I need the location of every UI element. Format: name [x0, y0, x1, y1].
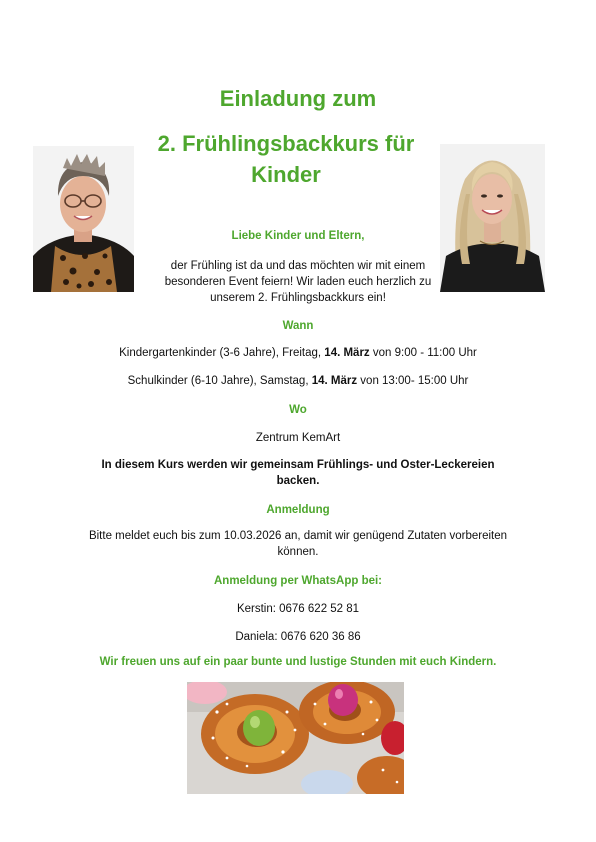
school-schedule-post: von 13:00- 15:00 Uhr	[357, 375, 469, 387]
school-schedule	[60, 373, 536, 389]
kindergarten-schedule-date: 14. März	[324, 347, 370, 359]
kindergarten-schedule-post: von 9:00 - 11:00 Uhr	[369, 347, 477, 359]
greeting: Liebe Kinder und Eltern,	[231, 230, 365, 242]
kindergarten-schedule-pre: Kindergartenkinder (3-6 Jahre), Freitag,	[119, 347, 325, 359]
school-schedule-pre: Schulkinder (6-10 Jahre), Samstag,	[127, 375, 312, 387]
registration-heading: Anmeldung	[266, 504, 330, 516]
whatsapp-heading: Anmeldung per WhatsApp bei:	[213, 575, 383, 587]
photo-right-woman	[440, 144, 545, 292]
contact-daniela: Daniela: 0676 620 36 86	[235, 631, 361, 643]
intro-paragraph: der Frühling ist da und das möchten wir mit einem besonderen Event feiern! Wir laden euch herzlich zu unserem 2. Frühlingsbackkurs ein!	[164, 260, 432, 304]
location: Zentrum KemArt	[255, 432, 341, 444]
title-line-1: Einladung zum	[219, 86, 377, 111]
title-line-2: 2. Frühlingsbackkurs für Kinder	[157, 131, 415, 187]
kindergarten-schedule	[60, 345, 536, 361]
course-description: In diesem Kurs werden wir gemeinsam Frühlings- und Oster-Leckereien backen.	[101, 459, 495, 487]
school-schedule-date: 14. März	[311, 375, 358, 387]
when-heading: Wann	[282, 320, 314, 332]
where-heading: Wo	[289, 404, 307, 416]
contact-kerstin: Kerstin: 0676 622 52 81	[236, 603, 360, 615]
closing-line: Wir freuen uns auf ein paar bunte und lustige Stunden mit euch Kindern.	[99, 656, 497, 668]
photo-left-woman	[33, 146, 134, 292]
easter-bread-photo	[187, 682, 404, 794]
registration-text: Bitte meldet euch bis zum 10.03.2026 an, damit wir genügend Zutaten vorbereiten können.	[88, 530, 508, 558]
